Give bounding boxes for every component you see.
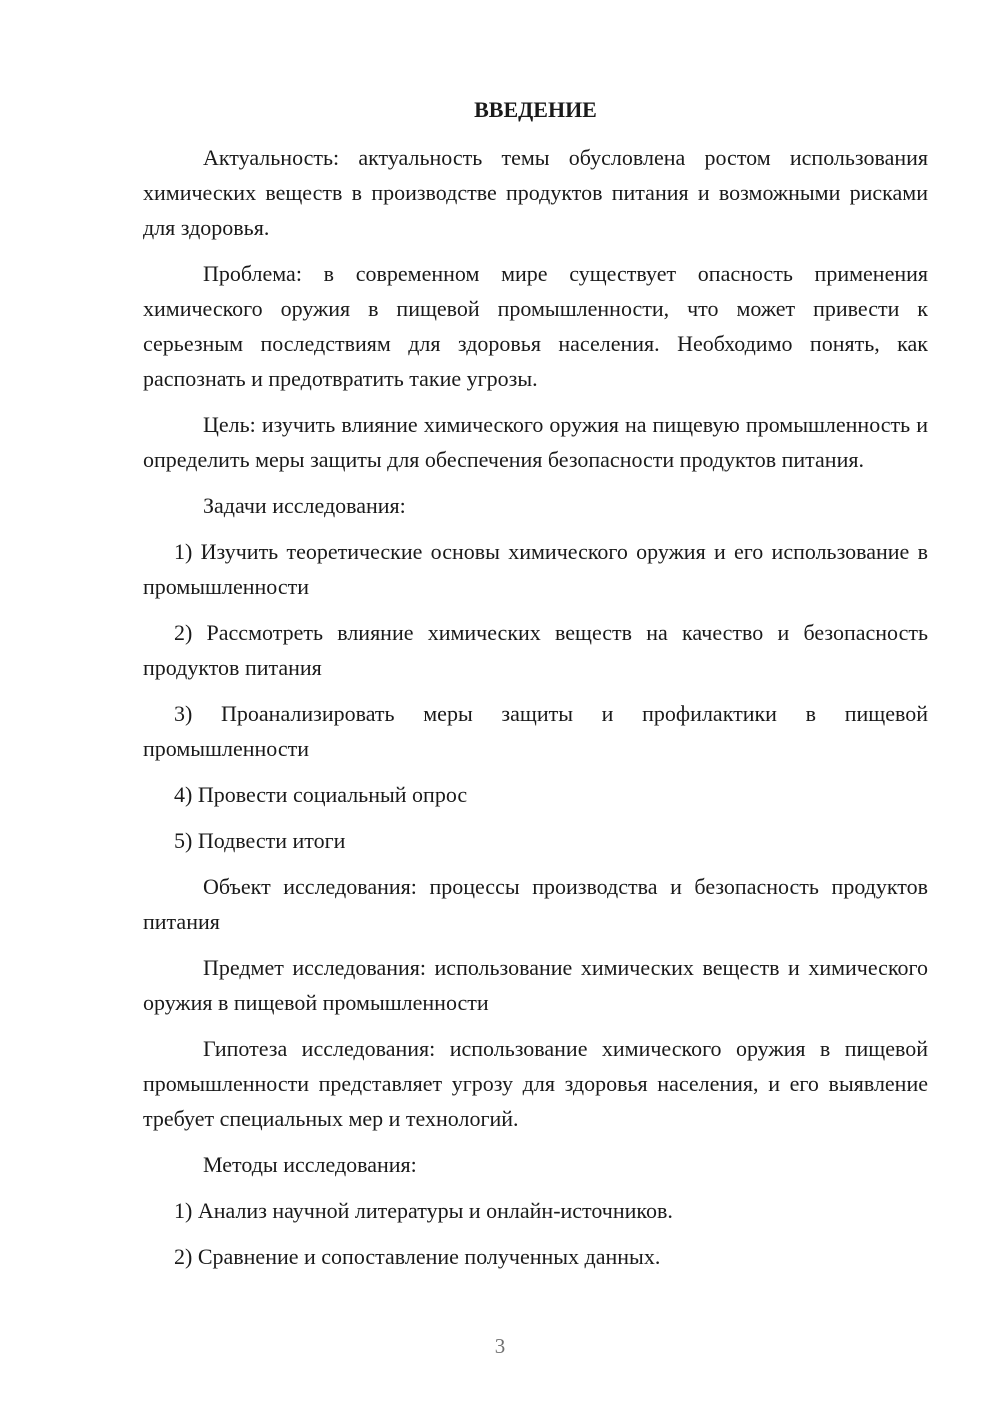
task-item: 4) Провести социальный опрос xyxy=(174,782,468,807)
paragraph-relevance: Актуальность: актуальность темы обусловлена ростом использования химических веществ в производстве продуктов питания и возможными рисками для здоровья. xyxy=(143,145,928,240)
paragraph-goal: Цель: изучить влияние химического оружия на пищевую промышленность и определить меры защиты для обеспечения безопасности продуктов питания. xyxy=(143,412,928,472)
paragraph-hypothesis: Гипотеза исследования: использование химического оружия в пищевой промышленности представляет угрозу для здоровья населения, и его выявление требует специальных мер и технологий. xyxy=(143,1036,928,1131)
paragraph-problem: Проблема: в современном мире существует опасность применения химического оружия в пищевой промышленности, что может привести к серьезным последствиям для здоровья населения. Необходимо понять, как распознать и предотвратить такие угрозы. xyxy=(143,261,928,391)
paragraph-subject: Предмет исследования: использование химических веществ и химического оружия в пищевой промышленности xyxy=(143,955,928,1015)
task-item: 2) Рассмотреть влияние химических веществ на качество и безопасность продуктов питания xyxy=(143,620,928,680)
methods-title: Методы исследования: xyxy=(203,1152,417,1177)
task-item: 3) Проанализировать меры защиты и профилактики в пищевой промышленности xyxy=(143,701,928,761)
section-heading: ВВЕДЕНИЕ xyxy=(474,97,597,122)
page-number: 3 xyxy=(494,1334,506,1358)
task-item: 1) Изучить теоретические основы химического оружия и его использование в промышленности xyxy=(143,539,928,599)
method-item: 2) Сравнение и сопоставление полученных данных. xyxy=(174,1244,661,1269)
tasks-title: Задачи исследования: xyxy=(203,493,406,518)
paragraph-object: Объект исследования: процессы производства и безопасность продуктов питания xyxy=(143,874,928,934)
task-item: 5) Подвести итоги xyxy=(174,828,346,853)
method-item: 1) Анализ научной литературы и онлайн-источников. xyxy=(174,1198,673,1223)
